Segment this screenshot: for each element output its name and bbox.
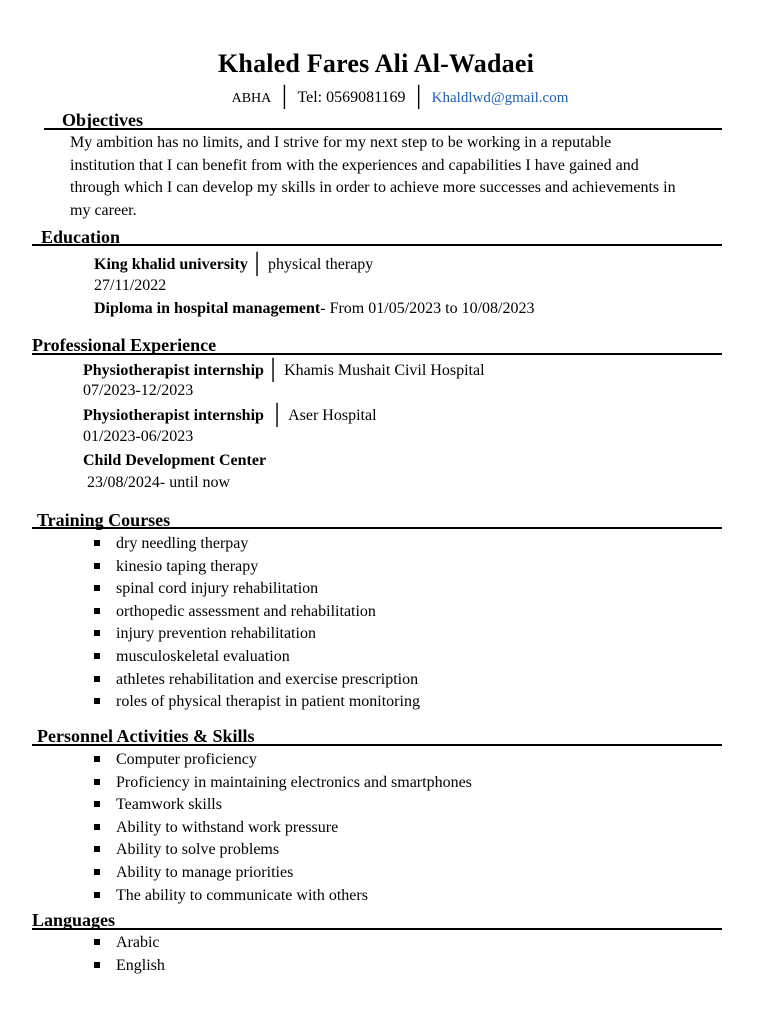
list-item-text: orthopedic assessment and rehabilitation: [116, 602, 376, 620]
list-item-text: Computer proficiency: [116, 751, 257, 768]
section-divider: [32, 527, 722, 529]
bullet-icon: [94, 824, 100, 830]
list-item-text: spinal cord injury rehabilitation: [116, 580, 319, 598]
job-dates: 07/2023-12/2023: [83, 382, 194, 399]
job-title: Physiotherapist internship: [83, 362, 264, 379]
list-item-text: injury prevention rehabilitation: [116, 625, 316, 643]
list-item-text: Proficiency in maintaining electronics and smartphones: [116, 773, 472, 791]
list-item-text: Ability to withstand work pressure: [116, 818, 339, 836]
job-place: Khamis Mushait Civil Hospital: [284, 362, 485, 379]
bullet-icon: [94, 939, 100, 945]
bullet-icon: [94, 676, 100, 682]
bullet-icon: [94, 801, 100, 807]
bullet-icon: [94, 698, 100, 704]
bullet-icon: [94, 869, 100, 875]
diploma-dates: - From 01/05/2023 to 10/08/2023: [320, 300, 535, 317]
applicant-name: Khaled Fares Ali Al-Wadaei: [217, 49, 535, 78]
job-dates: 23/08/2024- until now: [83, 474, 231, 491]
graduation-date: 27/11/2022: [94, 277, 167, 294]
job-dates: 01/2023-06/2023: [83, 428, 194, 445]
bullet-icon: [94, 630, 100, 636]
contact-line: [0, 85, 768, 108]
experience-heading: Professional Experience: [32, 335, 217, 355]
section-divider: [32, 744, 722, 746]
diploma-name: Diploma in hospital management: [94, 300, 321, 317]
list-item-text: roles of physical therapist in patient monitoring: [116, 693, 420, 711]
separator: │: [249, 253, 264, 275]
list-item-text: dry needling therpay: [116, 535, 249, 552]
list-item-text: Ability to solve problems: [116, 841, 280, 859]
section-divider: [32, 353, 722, 355]
job-title: Physiotherapist internship: [83, 407, 268, 424]
languages-heading: Languages: [32, 910, 116, 930]
bullet-icon: [94, 846, 100, 852]
phone: Tel: 0569081169: [297, 89, 406, 106]
email-link[interactable]: Khaldlwd@gmail.com: [431, 90, 569, 106]
bullet-icon: [94, 779, 100, 785]
bullet-icon: [94, 563, 100, 569]
education-diploma: [94, 299, 534, 319]
separator: │: [265, 359, 281, 381]
separator: │: [269, 404, 285, 426]
experience-item: [83, 359, 485, 381]
section-divider: [32, 928, 722, 930]
experience-item: [83, 451, 266, 471]
objectives-heading: Objectives: [62, 110, 143, 130]
major: physical therapy: [268, 256, 374, 273]
objectives-text: My ambition has no limits, and I strive for my next step to be working in a reputable institution that I can benefit from with the experiences and capabilities I have gained and through which I can develop my skills in order to achieve more successes and achievements in my career.: [70, 134, 676, 220]
separator: │: [411, 86, 426, 108]
bullet-icon: [94, 653, 100, 659]
bullet-icon: [94, 962, 100, 968]
list-item-text: musculoskeletal evaluation: [116, 647, 290, 665]
bullet-icon: [94, 540, 100, 546]
education-heading: Education: [41, 227, 121, 247]
list-item-text: English: [116, 956, 165, 974]
experience-item: [83, 404, 377, 426]
city: ABHA: [231, 91, 272, 106]
list-item-text: kinesio taping therapy: [116, 557, 259, 575]
section-divider: [44, 128, 722, 130]
bullet-icon: [94, 585, 100, 591]
university-name: King khalid university: [94, 256, 248, 273]
education-university: [94, 253, 373, 275]
bullet-icon: [94, 608, 100, 614]
job-place: Aser Hospital: [288, 407, 377, 424]
list-item-text: The ability to communicate with others: [116, 886, 368, 904]
skills-heading: Personnel Activities & Skills: [37, 726, 255, 746]
list-item-text: Arabic: [116, 934, 160, 951]
separator: │: [277, 86, 292, 108]
list-item-text: Teamwork skills: [116, 796, 222, 814]
bullet-icon: [94, 892, 100, 898]
list-item-text: athletes rehabilitation and exercise prescription: [116, 670, 419, 688]
bullet-icon: [94, 756, 100, 762]
training-heading: Training Courses: [37, 510, 171, 530]
job-title: Child Development Center: [83, 452, 267, 469]
list-item-text: Ability to manage priorities: [116, 863, 294, 881]
section-divider: [32, 244, 722, 246]
